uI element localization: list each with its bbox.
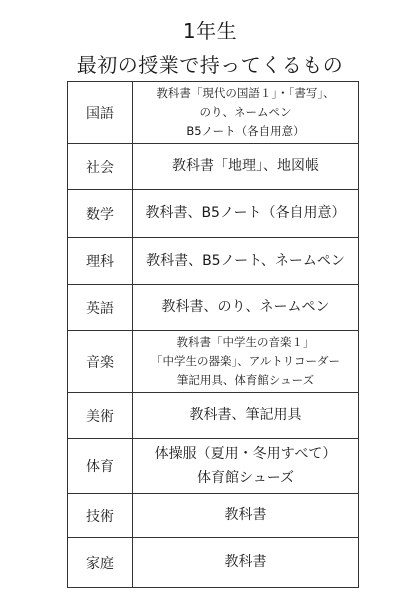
table-row — [68, 82, 359, 144]
items-cell — [133, 190, 359, 238]
item-line: 教科書 — [224, 507, 267, 523]
item-line: 筆記用具、体育館シューズ — [176, 373, 315, 387]
items-cell — [133, 494, 359, 538]
items-cell — [133, 144, 359, 190]
subject-cell: 数学 — [68, 190, 133, 238]
subject-cell: 技術 — [68, 494, 133, 538]
table-row — [68, 538, 359, 588]
item-line: のり、ネームペン — [199, 105, 292, 119]
item-line: 教科書、B5ノート、ネームペン — [146, 252, 345, 269]
table-row — [68, 144, 359, 190]
item-line: 教科書、B5ノート（各自用意） — [145, 205, 346, 221]
table-row — [68, 190, 359, 238]
subject-cell: 社会 — [68, 144, 133, 190]
table-row — [68, 393, 359, 439]
item-line: 教科書 — [224, 554, 267, 570]
items-cell — [133, 82, 359, 144]
items-cell — [133, 331, 359, 393]
title-grade: 1年生 — [182, 19, 238, 43]
item-line: 教科書「現代の国語１」・「書写」、 — [156, 86, 335, 100]
item-line: 教科書「地理」、地図帳 — [172, 158, 319, 174]
item-line: 体育館シューズ — [196, 470, 295, 486]
item-line: B5ノート（各自用意） — [186, 124, 305, 138]
subject-cell: 理科 — [68, 238, 133, 285]
subject-cell: 家庭 — [68, 538, 133, 588]
items-cell — [133, 238, 359, 285]
item-line: 「中学生の器楽」、アルトリコーダー — [150, 354, 341, 368]
item-line: 教科書、筆記用具 — [189, 407, 302, 423]
items-cell — [133, 538, 359, 588]
subject-cell: 体育 — [68, 439, 133, 494]
item-line: 教科書、のり、ネームペン — [161, 299, 330, 315]
table-row — [68, 439, 359, 494]
table-row — [68, 285, 359, 331]
table-row — [68, 331, 359, 393]
subject-cell: 音楽 — [68, 331, 133, 393]
items-cell — [133, 439, 359, 494]
subject-cell: 美術 — [68, 393, 133, 439]
subject-cell: 英語 — [68, 285, 133, 331]
items-cell — [133, 285, 359, 331]
table-row — [68, 494, 359, 538]
subject-cell: 国語 — [68, 82, 133, 144]
item-line: 教科書「中学生の音楽１」 — [176, 335, 315, 349]
title-heading: 最初の授業で持ってくるもの — [76, 53, 344, 77]
item-line: 体操服（夏用・冬用すべて） — [154, 446, 337, 462]
items-table — [67, 81, 359, 588]
items-cell — [133, 393, 359, 439]
table-row — [68, 238, 359, 285]
